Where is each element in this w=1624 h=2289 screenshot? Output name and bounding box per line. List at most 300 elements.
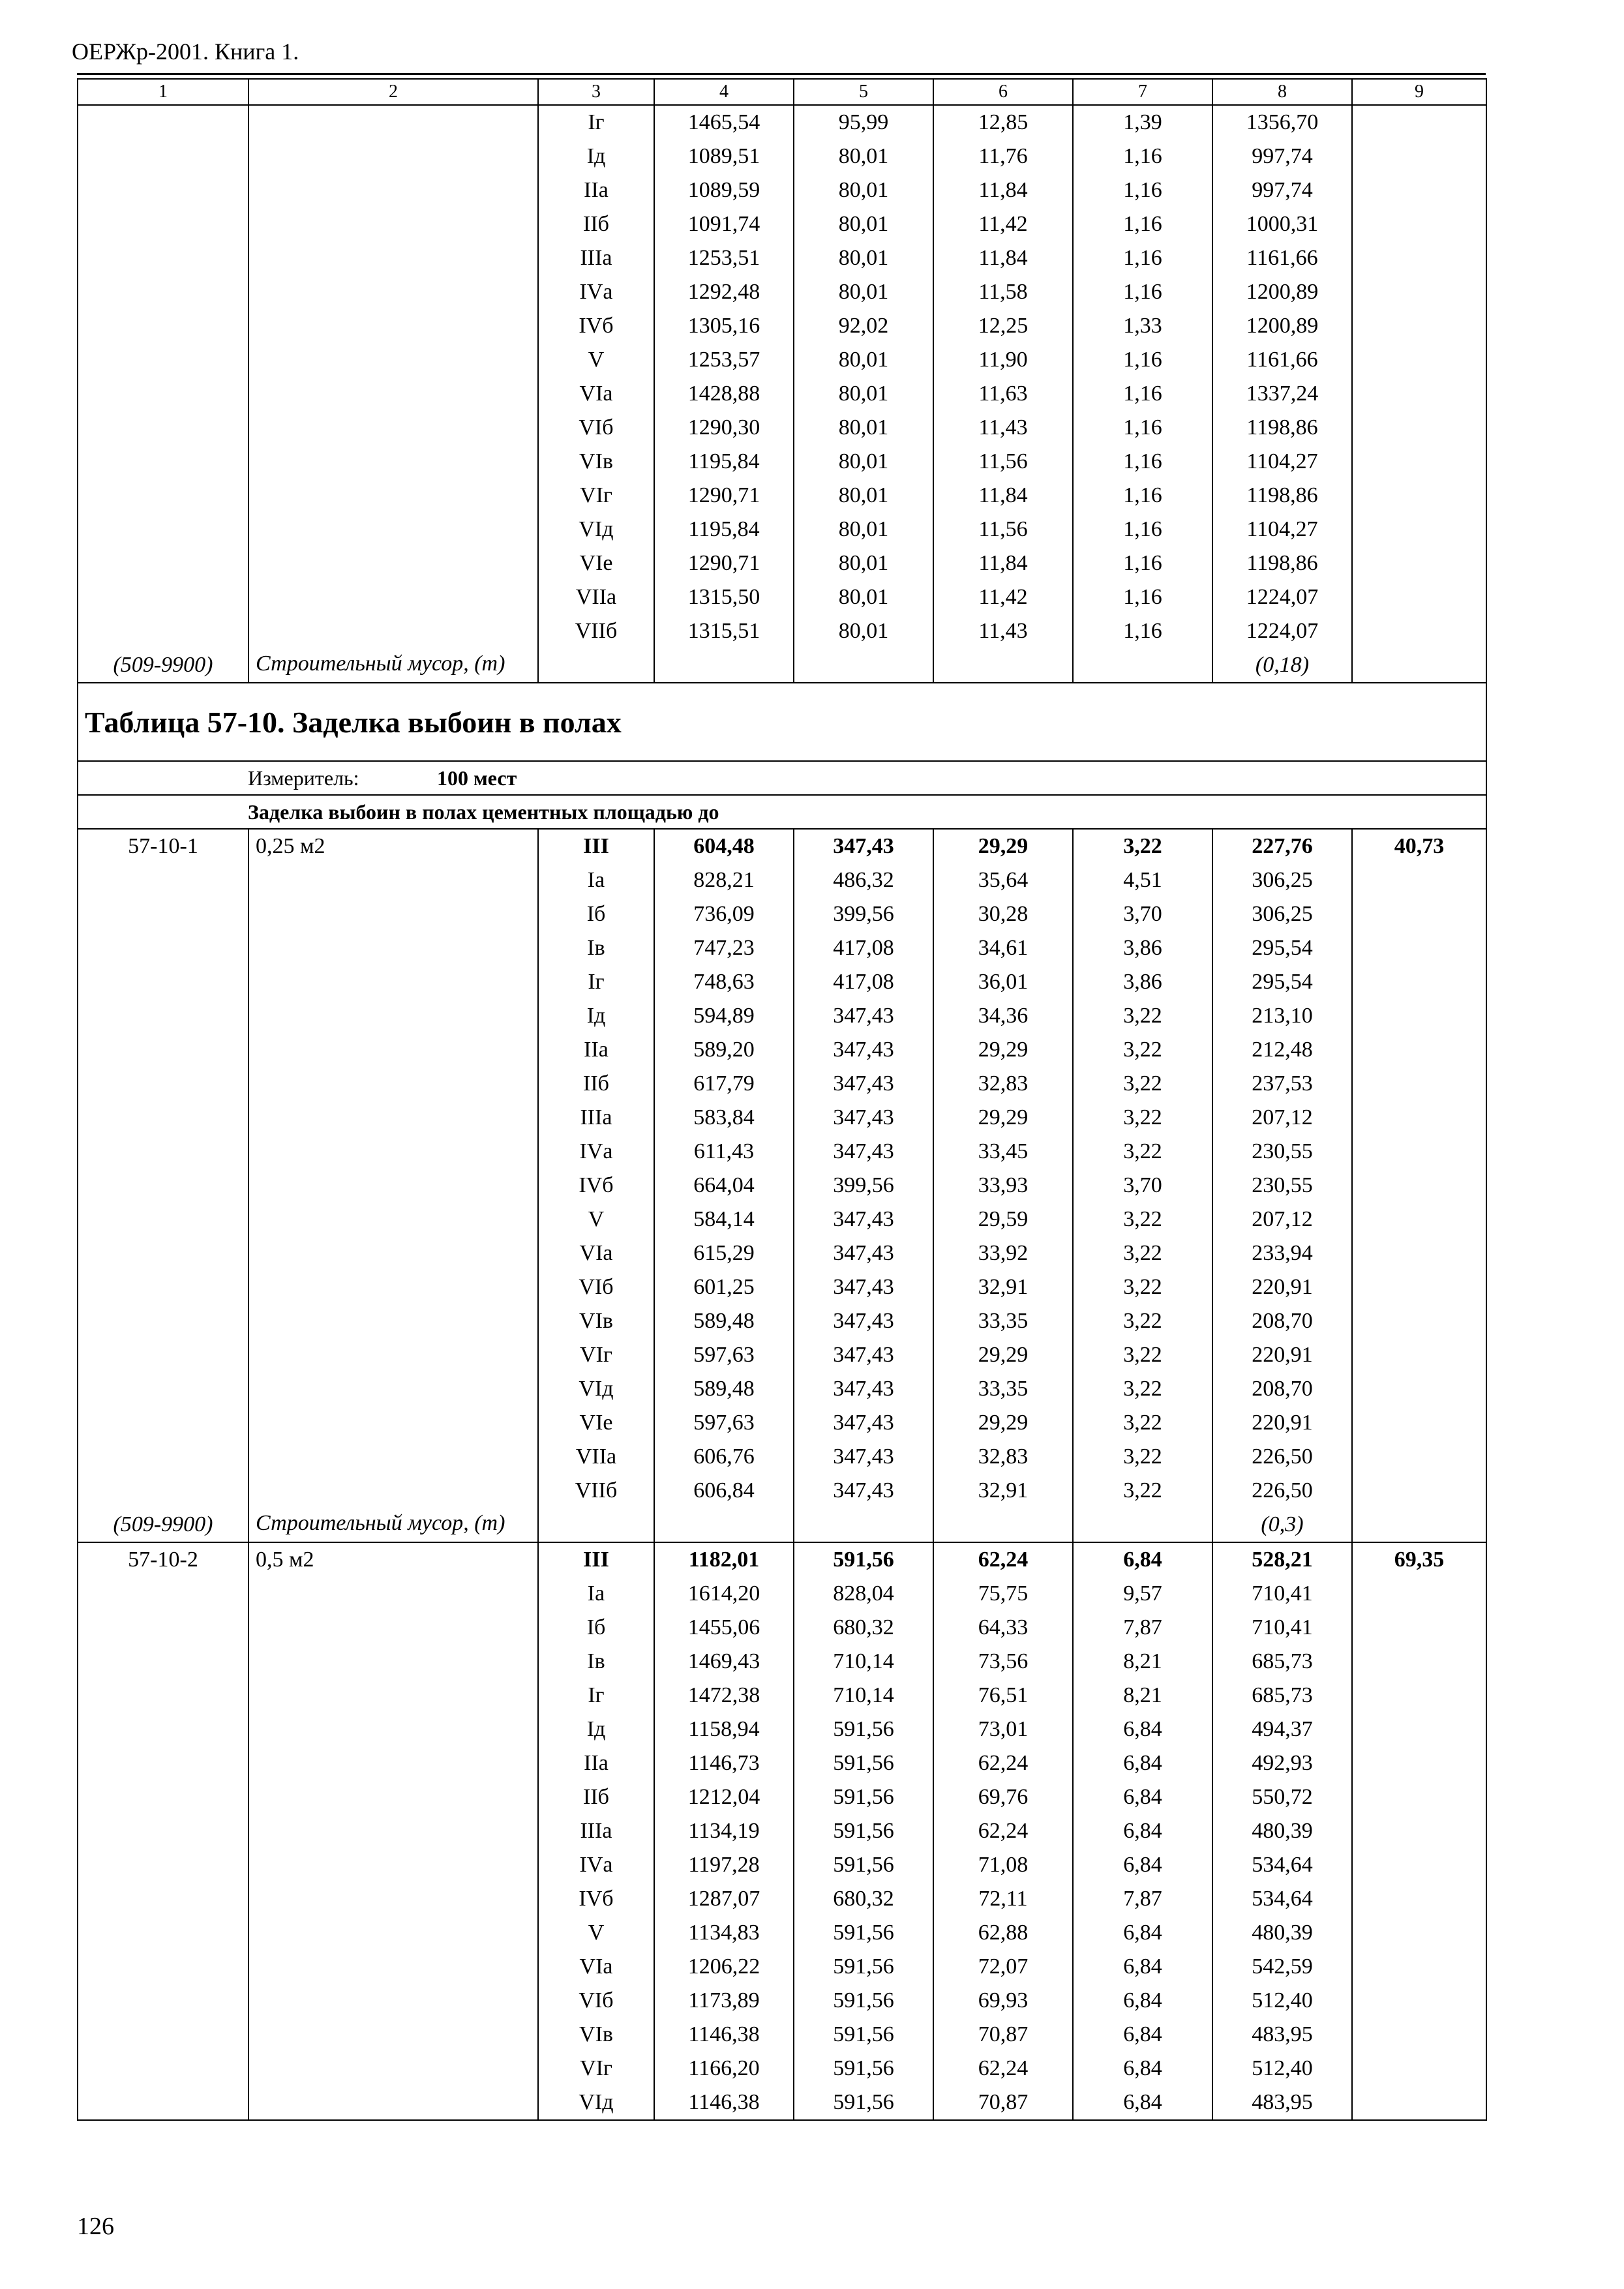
col9-cell: [1352, 1577, 1486, 1611]
value-cell: 80,01: [794, 275, 933, 309]
zone-cell: Iа: [538, 863, 654, 897]
code-cell: [78, 445, 248, 479]
value-cell: 736,09: [654, 897, 794, 931]
col9-cell: [1352, 1304, 1486, 1338]
table-row: [78, 1236, 1486, 1270]
col9-cell: [1352, 207, 1486, 241]
col9-cell: [1352, 1645, 1486, 1679]
table-row: [78, 275, 1486, 309]
value-cell: 1,16: [1073, 411, 1212, 445]
code-cell: [78, 513, 248, 546]
name-cell: [248, 1304, 538, 1338]
header-rule: [77, 73, 1486, 75]
value-cell: 1305,16: [654, 309, 794, 343]
column-number: 1: [78, 79, 248, 105]
name-cell: [248, 1169, 538, 1203]
value-cell: 591,56: [794, 2018, 933, 2052]
name-cell: [248, 897, 538, 931]
code-cell: [78, 479, 248, 513]
debris-value: (0,18): [1212, 648, 1352, 683]
table-row: [78, 2086, 1486, 2120]
zone-cell: VIIа: [538, 1440, 654, 1474]
value-cell: 80,01: [794, 479, 933, 513]
name-cell: [248, 2086, 538, 2120]
value-cell: 72,11: [933, 1882, 1073, 1916]
value-cell: 528,21: [1212, 1542, 1352, 1577]
column-number: 4: [654, 79, 794, 105]
value-cell: 347,43: [794, 1270, 933, 1304]
value-cell: 6,84: [1073, 1950, 1212, 1984]
value-cell: 1134,19: [654, 1814, 794, 1848]
table-row: [78, 1780, 1486, 1814]
zone-cell: III: [538, 1542, 654, 1577]
name-cell: [248, 1135, 538, 1169]
value-cell: 1,39: [1073, 105, 1212, 140]
name-cell: 0,25 м2: [248, 829, 538, 863]
value-cell: 583,84: [654, 1101, 794, 1135]
value-cell: 29,29: [933, 829, 1073, 863]
value-cell: 69,76: [933, 1780, 1073, 1814]
value-cell: 680,32: [794, 1882, 933, 1916]
col9-cell: [1352, 1713, 1486, 1746]
value-cell: 1,16: [1073, 275, 1212, 309]
value-cell: 95,99: [794, 105, 933, 140]
value-cell: 1,16: [1073, 513, 1212, 546]
value-cell: 230,55: [1212, 1169, 1352, 1203]
empty-cell: [1352, 1508, 1486, 1542]
value-cell: 70,87: [933, 2018, 1073, 2052]
value-cell: 32,91: [933, 1474, 1073, 1508]
code-cell: [78, 1611, 248, 1645]
table-row: [78, 1169, 1486, 1203]
table-row: [78, 1713, 1486, 1746]
value-cell: 9,57: [1073, 1577, 1212, 1611]
name-cell: [248, 1916, 538, 1950]
code-cell: [78, 1338, 248, 1372]
table-row: [78, 377, 1486, 411]
value-cell: 710,14: [794, 1679, 933, 1713]
name-cell: [248, 863, 538, 897]
value-cell: 1091,74: [654, 207, 794, 241]
value-cell: 1198,86: [1212, 479, 1352, 513]
code-cell: [78, 999, 248, 1033]
value-cell: 29,59: [933, 1203, 1073, 1236]
col9-cell: [1352, 1848, 1486, 1882]
table-row: [78, 1814, 1486, 1848]
empty-cell: [1073, 1508, 1212, 1542]
code-cell: [78, 1780, 248, 1814]
table-row: [78, 411, 1486, 445]
value-cell: 1290,30: [654, 411, 794, 445]
zone-cell: VIг: [538, 1338, 654, 1372]
name-cell: [248, 1950, 538, 1984]
empty-cell: [794, 1508, 933, 1542]
name-cell: [248, 1236, 538, 1270]
zone-cell: IIа: [538, 1033, 654, 1067]
value-cell: 212,48: [1212, 1033, 1352, 1067]
zone-cell: Iа: [538, 1577, 654, 1611]
code-cell: [78, 580, 248, 614]
value-cell: 11,84: [933, 546, 1073, 580]
value-cell: 1197,28: [654, 1848, 794, 1882]
value-cell: 1,16: [1073, 173, 1212, 207]
col9-cell: [1352, 377, 1486, 411]
column-number-row: [78, 79, 1486, 105]
col9-cell: [1352, 1406, 1486, 1440]
value-cell: 664,04: [654, 1169, 794, 1203]
zone-cell: VIг: [538, 479, 654, 513]
value-cell: 33,35: [933, 1372, 1073, 1406]
value-cell: 615,29: [654, 1236, 794, 1270]
empty-cell: [794, 648, 933, 683]
measure-row: [78, 761, 1486, 795]
value-cell: 7,87: [1073, 1611, 1212, 1645]
code-cell: [78, 1746, 248, 1780]
value-cell: 3,22: [1073, 1474, 1212, 1508]
value-cell: 1158,94: [654, 1713, 794, 1746]
value-cell: 486,32: [794, 863, 933, 897]
value-cell: 347,43: [794, 999, 933, 1033]
value-cell: 6,84: [1073, 1984, 1212, 2018]
name-cell: [248, 1101, 538, 1135]
value-cell: 347,43: [794, 1338, 933, 1372]
code-cell: [78, 1372, 248, 1406]
column-number: 2: [248, 79, 538, 105]
col9-cell: [1352, 897, 1486, 931]
value-cell: 347,43: [794, 1372, 933, 1406]
value-cell: 220,91: [1212, 1338, 1352, 1372]
value-cell: 12,85: [933, 105, 1073, 140]
value-cell: 213,10: [1212, 999, 1352, 1033]
code-cell: [78, 309, 248, 343]
name-cell: [248, 207, 538, 241]
value-cell: 3,22: [1073, 1135, 1212, 1169]
value-cell: 748,63: [654, 965, 794, 999]
value-cell: 591,56: [794, 2052, 933, 2086]
zone-cell: VIд: [538, 513, 654, 546]
value-cell: 3,22: [1073, 1304, 1212, 1338]
value-cell: 542,59: [1212, 1950, 1352, 1984]
value-cell: 80,01: [794, 377, 933, 411]
zone-cell: VIг: [538, 2052, 654, 2086]
value-cell: 7,87: [1073, 1882, 1212, 1916]
value-cell: 80,01: [794, 580, 933, 614]
value-cell: 591,56: [794, 1950, 933, 1984]
value-cell: 80,01: [794, 513, 933, 546]
code-cell: [78, 1916, 248, 1950]
zone-cell: IIа: [538, 1746, 654, 1780]
value-cell: 1146,73: [654, 1746, 794, 1780]
value-cell: 71,08: [933, 1848, 1073, 1882]
table-row: [78, 546, 1486, 580]
value-cell: 73,56: [933, 1645, 1073, 1679]
name-cell: [248, 1067, 538, 1101]
name-cell: [248, 614, 538, 648]
col9-cell: [1352, 275, 1486, 309]
value-cell: 347,43: [794, 829, 933, 863]
value-cell: 1455,06: [654, 1611, 794, 1645]
name-cell: [248, 343, 538, 377]
value-cell: 3,70: [1073, 897, 1212, 931]
table-row: [78, 1611, 1486, 1645]
value-cell: 1,16: [1073, 377, 1212, 411]
code-cell: [78, 275, 248, 309]
value-cell: 1614,20: [654, 1577, 794, 1611]
value-cell: 11,63: [933, 377, 1073, 411]
table-row: [78, 445, 1486, 479]
value-cell: 347,43: [794, 1236, 933, 1270]
value-cell: 6,84: [1073, 2018, 1212, 2052]
value-cell: 208,70: [1212, 1304, 1352, 1338]
col9-cell: [1352, 2086, 1486, 2120]
table-row: [78, 965, 1486, 999]
col9-cell: [1352, 1984, 1486, 2018]
column-number: 5: [794, 79, 933, 105]
name-cell: [248, 1645, 538, 1679]
table-row: [78, 1440, 1486, 1474]
name-cell: [248, 1203, 538, 1236]
value-cell: 40,73: [1352, 829, 1486, 863]
zone-cell: Iд: [538, 999, 654, 1033]
value-cell: 207,12: [1212, 1203, 1352, 1236]
zone-cell: VIа: [538, 1236, 654, 1270]
table-row: [78, 2052, 1486, 2086]
code-cell: [78, 1406, 248, 1440]
value-cell: 3,86: [1073, 965, 1212, 999]
col9-cell: [1352, 1882, 1486, 1916]
value-cell: 828,04: [794, 1577, 933, 1611]
code-cell: [78, 1950, 248, 1984]
zone-cell: VIв: [538, 445, 654, 479]
value-cell: 589,20: [654, 1033, 794, 1067]
debris-code: (509-9900): [78, 648, 248, 683]
table-row: [78, 1916, 1486, 1950]
col9-cell: [1352, 1033, 1486, 1067]
col9-cell: [1352, 546, 1486, 580]
code-cell: [78, 1067, 248, 1101]
value-cell: 1146,38: [654, 2018, 794, 2052]
value-cell: 1,16: [1073, 207, 1212, 241]
table-row: [78, 1950, 1486, 1984]
value-cell: 32,83: [933, 1067, 1073, 1101]
value-cell: 347,43: [794, 1304, 933, 1338]
table-row: [78, 1203, 1486, 1236]
value-cell: 69,93: [933, 1984, 1073, 2018]
code-cell: [78, 1033, 248, 1067]
zone-cell: VIд: [538, 2086, 654, 2120]
col9-cell: [1352, 479, 1486, 513]
name-cell: [248, 580, 538, 614]
code-cell: [78, 931, 248, 965]
value-cell: 33,93: [933, 1169, 1073, 1203]
zone-cell: V: [538, 1916, 654, 1950]
value-cell: 591,56: [794, 1746, 933, 1780]
value-cell: 80,01: [794, 173, 933, 207]
value-cell: 62,24: [933, 1746, 1073, 1780]
value-cell: 3,86: [1073, 931, 1212, 965]
section-title: Заделка выбоин в полах цементных площадью до: [248, 800, 719, 824]
zone-cell: IVб: [538, 309, 654, 343]
value-cell: 3,22: [1073, 1101, 1212, 1135]
zone-cell: IVа: [538, 1135, 654, 1169]
value-cell: 1200,89: [1212, 309, 1352, 343]
value-cell: 3,22: [1073, 1338, 1212, 1372]
value-cell: 417,08: [794, 965, 933, 999]
zone-cell: VIб: [538, 411, 654, 445]
name-cell: [248, 1814, 538, 1848]
col9-cell: [1352, 140, 1486, 173]
value-cell: 606,84: [654, 1474, 794, 1508]
name-cell: [248, 411, 538, 445]
value-cell: 1195,84: [654, 513, 794, 546]
zone-cell: VIд: [538, 1372, 654, 1406]
code-cell: [78, 2052, 248, 2086]
value-cell: 347,43: [794, 1135, 933, 1169]
code-cell: [78, 1304, 248, 1338]
value-cell: 1428,88: [654, 377, 794, 411]
value-cell: 11,90: [933, 343, 1073, 377]
code-cell: [78, 241, 248, 275]
name-cell: [248, 105, 538, 140]
value-cell: 347,43: [794, 1033, 933, 1067]
value-cell: 617,79: [654, 1067, 794, 1101]
value-cell: 3,22: [1073, 1372, 1212, 1406]
table-row: [78, 999, 1486, 1033]
value-cell: 1198,86: [1212, 546, 1352, 580]
table-row: [78, 173, 1486, 207]
value-cell: 36,01: [933, 965, 1073, 999]
page-number: 126: [77, 2213, 114, 2240]
value-cell: 492,93: [1212, 1746, 1352, 1780]
value-cell: 747,23: [654, 931, 794, 965]
value-cell: 11,43: [933, 411, 1073, 445]
value-cell: 1089,51: [654, 140, 794, 173]
value-cell: 1,16: [1073, 479, 1212, 513]
table-row: [78, 1577, 1486, 1611]
debris-name: Строительный мусор, (т): [248, 648, 538, 683]
value-cell: 1134,83: [654, 1916, 794, 1950]
zone-cell: Iб: [538, 897, 654, 931]
column-number: 3: [538, 79, 654, 105]
value-cell: 62,88: [933, 1916, 1073, 1950]
zone-cell: V: [538, 1203, 654, 1236]
value-cell: 6,84: [1073, 1542, 1212, 1577]
col9-cell: [1352, 1236, 1486, 1270]
zone-cell: Iв: [538, 1645, 654, 1679]
value-cell: 1,16: [1073, 546, 1212, 580]
group-main-row: [78, 829, 1486, 863]
empty-cell: [1352, 648, 1486, 683]
code-cell: [78, 207, 248, 241]
zone-cell: Iг: [538, 105, 654, 140]
value-cell: 494,37: [1212, 1713, 1352, 1746]
value-cell: 1292,48: [654, 275, 794, 309]
col9-cell: [1352, 1474, 1486, 1508]
name-cell: [248, 1984, 538, 2018]
value-cell: 220,91: [1212, 1406, 1352, 1440]
value-cell: 1206,22: [654, 1950, 794, 1984]
value-cell: 1200,89: [1212, 275, 1352, 309]
value-cell: 1,16: [1073, 445, 1212, 479]
value-cell: 3,22: [1073, 999, 1212, 1033]
value-cell: 11,84: [933, 173, 1073, 207]
column-number: 6: [933, 79, 1073, 105]
value-cell: 1212,04: [654, 1780, 794, 1814]
value-cell: 220,91: [1212, 1270, 1352, 1304]
running-header: ОЕРЖр-2001. Книга 1.: [72, 38, 299, 65]
code-cell: 57-10-1: [78, 829, 248, 863]
value-cell: 1287,07: [654, 1882, 794, 1916]
value-cell: 597,63: [654, 1338, 794, 1372]
zone-cell: VIб: [538, 1270, 654, 1304]
measure-cell: [78, 761, 1486, 795]
table-row: [78, 1679, 1486, 1713]
value-cell: 710,14: [794, 1645, 933, 1679]
group-main-row: [78, 1542, 1486, 1577]
code-cell: [78, 965, 248, 999]
value-cell: 64,33: [933, 1611, 1073, 1645]
value-cell: 208,70: [1212, 1372, 1352, 1406]
value-cell: 35,64: [933, 863, 1073, 897]
col9-cell: [1352, 965, 1486, 999]
table-title-cell: [78, 683, 1486, 761]
value-cell: 3,22: [1073, 1270, 1212, 1304]
value-cell: 75,75: [933, 1577, 1073, 1611]
table-row: [78, 309, 1486, 343]
value-cell: 606,76: [654, 1440, 794, 1474]
value-cell: 1089,59: [654, 173, 794, 207]
col9-cell: [1352, 241, 1486, 275]
table-row: [78, 1645, 1486, 1679]
name-cell: [248, 445, 538, 479]
zone-cell: Iг: [538, 1679, 654, 1713]
zone-cell: VIе: [538, 1406, 654, 1440]
column-number: 7: [1073, 79, 1212, 105]
value-cell: 1253,51: [654, 241, 794, 275]
value-cell: 591,56: [794, 1780, 933, 1814]
value-cell: 4,51: [1073, 863, 1212, 897]
value-cell: 710,41: [1212, 1611, 1352, 1645]
code-cell: [78, 1679, 248, 1713]
col9-cell: [1352, 1135, 1486, 1169]
value-cell: 997,74: [1212, 173, 1352, 207]
price-table: [77, 78, 1487, 2121]
name-cell: [248, 173, 538, 207]
code-cell: [78, 1236, 248, 1270]
value-cell: 80,01: [794, 140, 933, 173]
code-cell: [78, 1270, 248, 1304]
value-cell: 3,22: [1073, 1236, 1212, 1270]
col9-cell: [1352, 1372, 1486, 1406]
value-cell: 11,43: [933, 614, 1073, 648]
name-cell: [248, 965, 538, 999]
name-cell: [248, 275, 538, 309]
table-row: [78, 1304, 1486, 1338]
value-cell: 1161,66: [1212, 241, 1352, 275]
measure-value: 100 мест: [437, 766, 517, 790]
code-cell: [78, 1577, 248, 1611]
zone-cell: IVа: [538, 275, 654, 309]
name-cell: [248, 1372, 538, 1406]
col9-cell: [1352, 1270, 1486, 1304]
zone-cell: V: [538, 343, 654, 377]
value-cell: 62,24: [933, 2052, 1073, 2086]
table-row: [78, 580, 1486, 614]
zone-cell: VIе: [538, 546, 654, 580]
value-cell: 34,36: [933, 999, 1073, 1033]
value-cell: 591,56: [794, 1848, 933, 1882]
col9-cell: [1352, 2018, 1486, 2052]
